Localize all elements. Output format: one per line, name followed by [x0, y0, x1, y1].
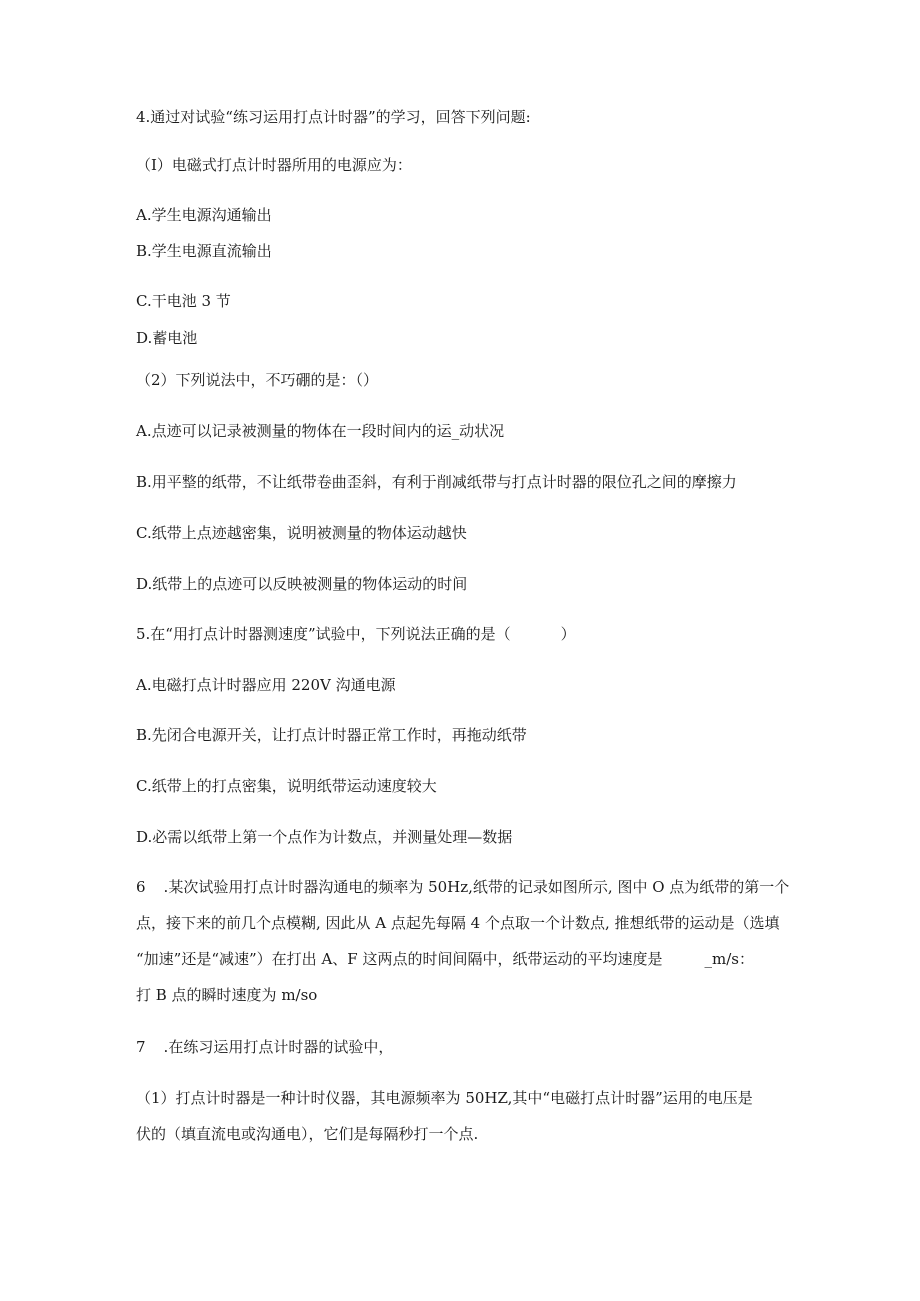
q5-stem-start: 5.在“用打点计时器测速度”试验中，下列说法正确的是（: [136, 625, 511, 643]
q5-stem-end: ）: [560, 625, 576, 643]
q4-stem: 4.通过对试验“练习运用打点计时器”的学习，回答下列问题:: [136, 108, 531, 126]
q4-part2-option-c: C.纸带上点迹越密集，说明被测量的物体运动越快: [136, 524, 467, 542]
q6-line3: [136, 949, 754, 969]
q4-part1-option-d: D.蓄电池: [136, 329, 198, 347]
q4-part2-option-b: B.用平整的纸带，不让纸带卷曲歪斜，有利于削减纸带与打点计时器的限位孔之间的摩擦力: [136, 473, 737, 491]
q4-part2-option-d: D.纸带上的点迹可以反映被测量的物体运动的时间: [136, 575, 468, 593]
q6-line1-text: .某次试验用打点计时器沟通电的频率为 50Hz,纸带的记录如图所示, 图中 O 点为纸带的第一个: [163, 878, 790, 896]
q5-option-c: C.纸带上的打点密集，说明纸带运动速度较大: [136, 777, 437, 795]
q5-option-d: D.必需以纸带上第一个点作为计数点，并测量处理—数据: [136, 828, 513, 846]
q7-number: 7: [136, 1038, 146, 1056]
q7-part1-line2: 伏的（填直流电或沟通电），它们是每隔秒打一个点.: [136, 1125, 479, 1143]
q4-part2: （2）下列说法中，不巧硼的是：（）: [136, 371, 379, 389]
q4-part2-option-a: A.点迹可以记录被测量的物体在一段时间内的运_动状况: [136, 422, 505, 440]
q7-part1-line1: （1）打点计时器是一种计时仪器，其电源频率为 50HZ,其中“电磁打点计时器”运用的电压是: [136, 1089, 753, 1107]
q6-line3-start: “加速”还是“减速”）在打出 A、F 这两点的时间间隔中，纸带运动的平均速度是: [136, 950, 663, 968]
q4-part1-option-b: B.学生电源直流输出: [136, 242, 272, 260]
q4-part1-option-c: C.干电池 3 节: [136, 292, 231, 310]
q7-stem-line: [136, 1037, 393, 1057]
q6-line4: 打 B 点的瞬时速度为 m/so: [136, 986, 318, 1004]
q5-stem: [136, 624, 576, 644]
q5-option-a: A.电磁打点计时器应用 220V 沟通电源: [136, 676, 396, 694]
q6-number: 6: [136, 878, 146, 896]
q6-line2: 点，接下来的前几个点模糊, 因此从 A 点起先每隔 4 个点取一个计数点, 推想纸带的运动是（选填: [136, 914, 780, 932]
q4-part1-option-a: A.学生电源沟通输出: [136, 206, 272, 224]
q5-option-b: B.先闭合电源开关，让打点计时器正常工作时，再拖动纸带: [136, 726, 527, 744]
q7-stem: .在练习运用打点计时器的试验中，: [163, 1038, 394, 1056]
q6-line3-end: _m/s：: [704, 950, 754, 968]
q4-part1: （I）电磁式打点计时器所用的电源应为：: [136, 156, 412, 174]
q6-line1: [136, 877, 789, 897]
